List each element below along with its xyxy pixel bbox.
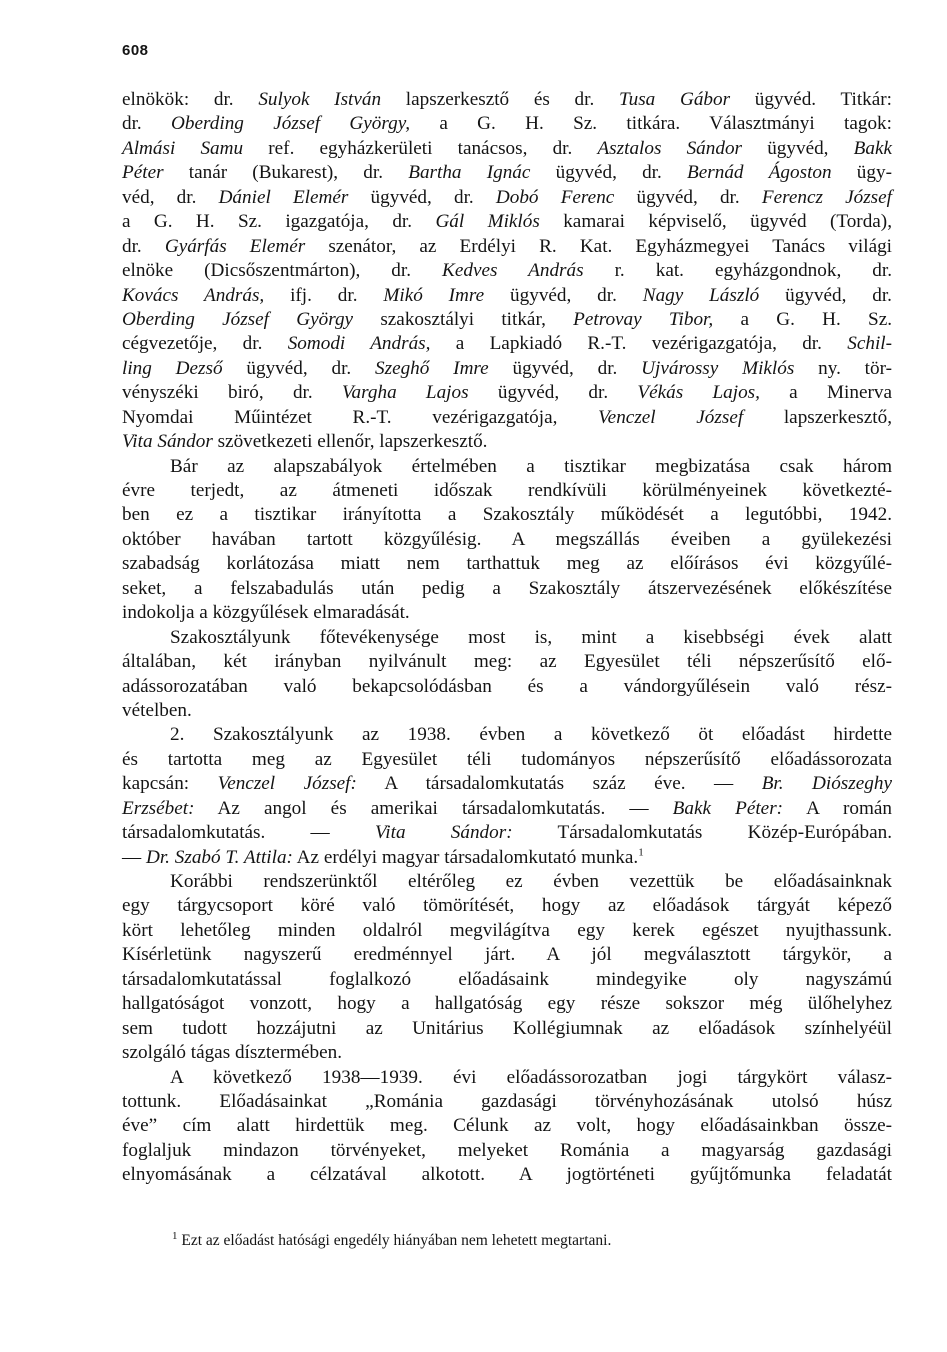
text-line: [122, 699, 892, 723]
text-line: [122, 992, 892, 1016]
text-run: kamarai képviselő, ügyvéd (Torda),: [539, 211, 892, 233]
italic-name: Asztalos Sándor: [597, 137, 743, 159]
text-line: [122, 112, 892, 136]
italic-name: Gyárfás Elemér: [164, 235, 306, 257]
text-run: egy tárgycsoport köré való tömörítését, hogy az előadások tárgyát képező: [122, 895, 892, 917]
italic-name: Kovács András,: [122, 284, 265, 306]
text-run: és tartotta meg az Egyesület téli tudományos népszerűsítő előadássorozata: [122, 748, 892, 770]
italic-name: Nagy László: [642, 284, 760, 306]
text-run: szövetkezeti ellenőr, lapszerkesztő.: [212, 431, 488, 453]
text-line: [122, 1163, 892, 1187]
text-line: [122, 1041, 892, 1065]
text-line: [122, 528, 892, 552]
text-run: kapcsán:: [122, 773, 218, 795]
text-run: dr.: [122, 113, 172, 135]
text-line: [122, 430, 892, 454]
italic-name: Ujvárossy Miklós: [641, 357, 795, 379]
text-run: ifj. dr.: [264, 284, 384, 306]
text-run: szenátor, az Erdélyi R. Kat. Egyházmegyei Tanács világi: [305, 235, 893, 257]
text-run: elnökök: dr.: [122, 89, 259, 110]
text-run: vényszéki biró, dr.: [122, 382, 342, 404]
text-run: indokolja a közgyűlések elmaradását.: [122, 602, 410, 624]
italic-name: Vékás Lajos,: [637, 382, 760, 404]
text-line: [122, 601, 892, 625]
text-line: [122, 1139, 892, 1163]
text-run: ügyvéd,: [742, 137, 854, 159]
italic-name: Péter: [122, 162, 164, 184]
text-line: [122, 332, 892, 356]
italic-name: Vita Sándor: [122, 431, 213, 453]
italic-name: Bakk: [853, 137, 892, 159]
text-run: október havában tartott közgyűlésig. A megszállás éveiben a gyülekezési: [122, 528, 892, 550]
text-run: szabadság korlátozása miatt nem tarthattuk meg az előírásos évi közgyűlé-: [122, 553, 892, 575]
text-line: [122, 870, 892, 894]
text-line: [122, 943, 892, 967]
text-line: [122, 968, 892, 992]
text-line: [122, 675, 892, 699]
page-number: 608: [122, 42, 149, 59]
text-line: [122, 235, 892, 259]
text-line: [122, 919, 892, 943]
text-run: ügyvéd, dr.: [222, 357, 376, 379]
text-line: [122, 894, 892, 918]
italic-name: Somodi András,: [287, 333, 431, 355]
text-run: A román: [783, 797, 892, 819]
footnote-reference: 1: [638, 846, 644, 859]
text-line: [122, 772, 892, 796]
italic-name: Schil-: [847, 333, 893, 355]
text-run: lapszerkesztő és dr.: [381, 89, 619, 110]
text-run: ügy-: [831, 162, 892, 184]
text-run: dr.: [122, 235, 165, 257]
italic-name: Bernád Ágoston: [687, 162, 832, 184]
text-run: tanár (Bukarest), dr.: [163, 162, 409, 184]
text-run: a Minerva: [759, 382, 892, 404]
text-run: Korábbi rendszerünktől eltérőleg ez évben vezettük be előadásainknak: [170, 871, 892, 892]
italic-name: Dániel Elemér: [218, 186, 349, 208]
text-run: ügyvéd, dr.: [488, 357, 642, 379]
text-run: szolgáló tágas dísztermében.: [122, 1042, 343, 1064]
text-line: [122, 626, 892, 650]
text-run: ügyvéd, dr.: [484, 284, 643, 306]
text-run: társadalomkutatással foglalkozó előadásaink mindegyike oly nagyszámú: [122, 968, 892, 990]
text-run: a G. H. Sz. titkára. Választmányi tagok:: [410, 113, 892, 135]
text-line: [122, 259, 892, 283]
text-line: [122, 479, 892, 503]
text-run: általában, két irányban nyilvánult meg: az Egyesület téli népszerűsítő elő-: [122, 651, 892, 673]
text-run: elnyomásának a célzatával alkotott. A jogtörténeti gyűjtőmunka feladatát: [122, 1164, 892, 1186]
text-run: a G. H. Sz.: [713, 308, 893, 330]
text-line: [122, 846, 892, 870]
text-line: [122, 577, 892, 601]
text-run: a G. H. Sz. igazgatója, dr.: [122, 211, 436, 233]
text-line: [122, 161, 892, 185]
text-run: foglaljuk mindazon törvényeket, melyeket Románia a magyarság gazdasági: [122, 1139, 892, 1161]
footnote-marker: 1: [172, 1229, 178, 1242]
text-run: tottunk. Előadásainkat „Románia gazdasági törvényhozásának utolsó húsz: [122, 1090, 892, 1112]
italic-name: Oberding József György,: [171, 113, 410, 135]
text-run: évre terjedt, az átmeneti időszak rendkívüli körülményeinek következté-: [122, 480, 892, 501]
text-line: [122, 381, 892, 405]
text-run: kört lehetőleg minden oldalról megvilágítva egy kerek egészet nyujthassunk.: [122, 919, 892, 941]
italic-name: Almási Samu: [122, 137, 244, 159]
text-line: [122, 137, 892, 161]
text-line: [122, 797, 892, 821]
italic-name: Vargha Lajos: [341, 382, 469, 404]
text-run: —: [122, 846, 146, 868]
text-run: seket, a felszabadulás után pedig a Szakosztály átszervezésének előkészítése: [122, 577, 892, 599]
italic-name: Sulyok István: [258, 89, 382, 110]
text-run: Az angol és amerikai társadalomkutatás. —: [194, 797, 673, 819]
footnote: [172, 1229, 612, 1250]
italic-name: Petrovay Tibor,: [573, 308, 714, 330]
text-run: véd, dr.: [122, 186, 219, 208]
italic-name: Vita Sándor:: [374, 822, 513, 844]
text-run: ügyvéd, dr.: [614, 186, 762, 208]
italic-name: Dobó Ferenc: [495, 186, 615, 208]
text-line: [122, 821, 892, 845]
text-run: r. kat. egyházgondnok, dr.: [583, 260, 893, 282]
text-line: [122, 650, 892, 674]
text-run: éve” cím alatt hirdettük meg. Célunk az volt, hogy előadásainkban össze-: [122, 1115, 892, 1137]
italic-name: Gál Miklós: [435, 211, 540, 233]
text-run: Társadalomkutatás Közép-Európában.: [512, 822, 892, 844]
text-run: ügyvéd. Titkár:: [730, 89, 892, 110]
text-line: [122, 88, 892, 112]
text-run: cégvezetője, dr.: [122, 333, 288, 355]
text-line: [122, 308, 892, 332]
text-run: elnöke (Dicsőszentmárton), dr.: [122, 260, 443, 282]
text-line: [122, 1017, 892, 1041]
text-run: ny. tör-: [794, 357, 892, 379]
italic-name: ling Dezső: [122, 357, 223, 379]
text-run: a Lapkiadó R.-T. vezérigazgatója, dr.: [430, 333, 848, 355]
text-line: [122, 186, 892, 210]
italic-name: Szeghő Imre: [375, 357, 489, 379]
text-run: A következő 1938—1939. évi előadássorozatban jogi tárgykört válasz-: [170, 1066, 892, 1088]
italic-name: Oberding József György: [122, 308, 354, 330]
italic-name: Br. Diószeghy: [761, 773, 892, 795]
text-line: [122, 406, 892, 430]
italic-name: Erzsébet:: [122, 797, 195, 819]
italic-name: Venczel József:: [217, 773, 357, 795]
text-run: Az erdélyi magyar társadalomkutató munka.: [292, 846, 639, 868]
text-run: ben ez a tisztikar irányította a Szakosztály működését a legutóbbi, 1942.: [122, 504, 892, 526]
text-line: [122, 552, 892, 576]
text-run: lapszerkesztő,: [743, 406, 892, 428]
text-line: [122, 1090, 892, 1114]
italic-name: Tusa Gábor: [619, 89, 731, 110]
text-line: [122, 1066, 892, 1090]
text-line: [122, 748, 892, 772]
text-run: Kísérletünk nagyszerű eredménnyel járt. A jól megválasztott tárgykör, a: [122, 944, 892, 966]
italic-name: Mikó Imre: [383, 284, 485, 306]
italic-name: Dr. Szabó T. Attila:: [145, 846, 293, 868]
text-run: ref. egyházkerületi tanácsos, dr.: [243, 137, 598, 159]
text-run: Bár az alapszabályok értelmében a tisztikar megbizatása csak három: [170, 455, 892, 477]
text-run: adássorozatában való bekapcsolódásban és a vándorgyűlésein való rész-: [122, 675, 892, 697]
text-line: [122, 723, 892, 747]
text-run: ügyvéd, dr.: [759, 284, 892, 306]
text-run: ügyvéd, dr.: [530, 162, 688, 184]
text-line: [122, 1114, 892, 1138]
italic-name: Venczel József: [598, 406, 744, 428]
italic-name: Bartha Ignác: [408, 162, 531, 184]
text-line: [122, 503, 892, 527]
italic-name: Kedves András: [442, 260, 584, 282]
italic-name: Ferencz József: [761, 186, 892, 208]
text-run: sem tudott hozzájutni az Unitárius Kollégiumnak az előadások színhelyéül: [122, 1017, 892, 1039]
text-run: hallgatóságot vonzott, hogy a hallgatóság egy része sokszor még ülőhelyhez: [122, 993, 892, 1015]
text-line: [122, 455, 892, 479]
text-run: Szakosztályunk főtevékenysége most is, mint a kisebbségi évek alatt: [170, 626, 892, 648]
text-line: [122, 284, 892, 308]
text-line: [122, 210, 892, 234]
text-run: szakosztályi titkár,: [353, 308, 574, 330]
text-run: ügyvéd, dr.: [468, 382, 638, 404]
text-run: vételben.: [122, 699, 192, 721]
body-text: [122, 88, 892, 1188]
text-run: 2. Szakosztályunk az 1938. évben a következő öt előadást hirdette: [170, 724, 892, 746]
text-run: társadalomkutatás. —: [122, 822, 375, 844]
footnote-text: Ezt az előadást hatósági engedély hiányában nem lehetett megtartani.: [177, 1232, 612, 1249]
text-run: ügyvéd, dr.: [348, 186, 496, 208]
text-run: Nyomdai Műintézet R.-T. vezérigazgatója,: [122, 406, 599, 428]
text-run: A társadalomkutatás száz éve. —: [356, 773, 762, 795]
text-line: [122, 357, 892, 381]
italic-name: Bakk Péter:: [672, 797, 784, 819]
